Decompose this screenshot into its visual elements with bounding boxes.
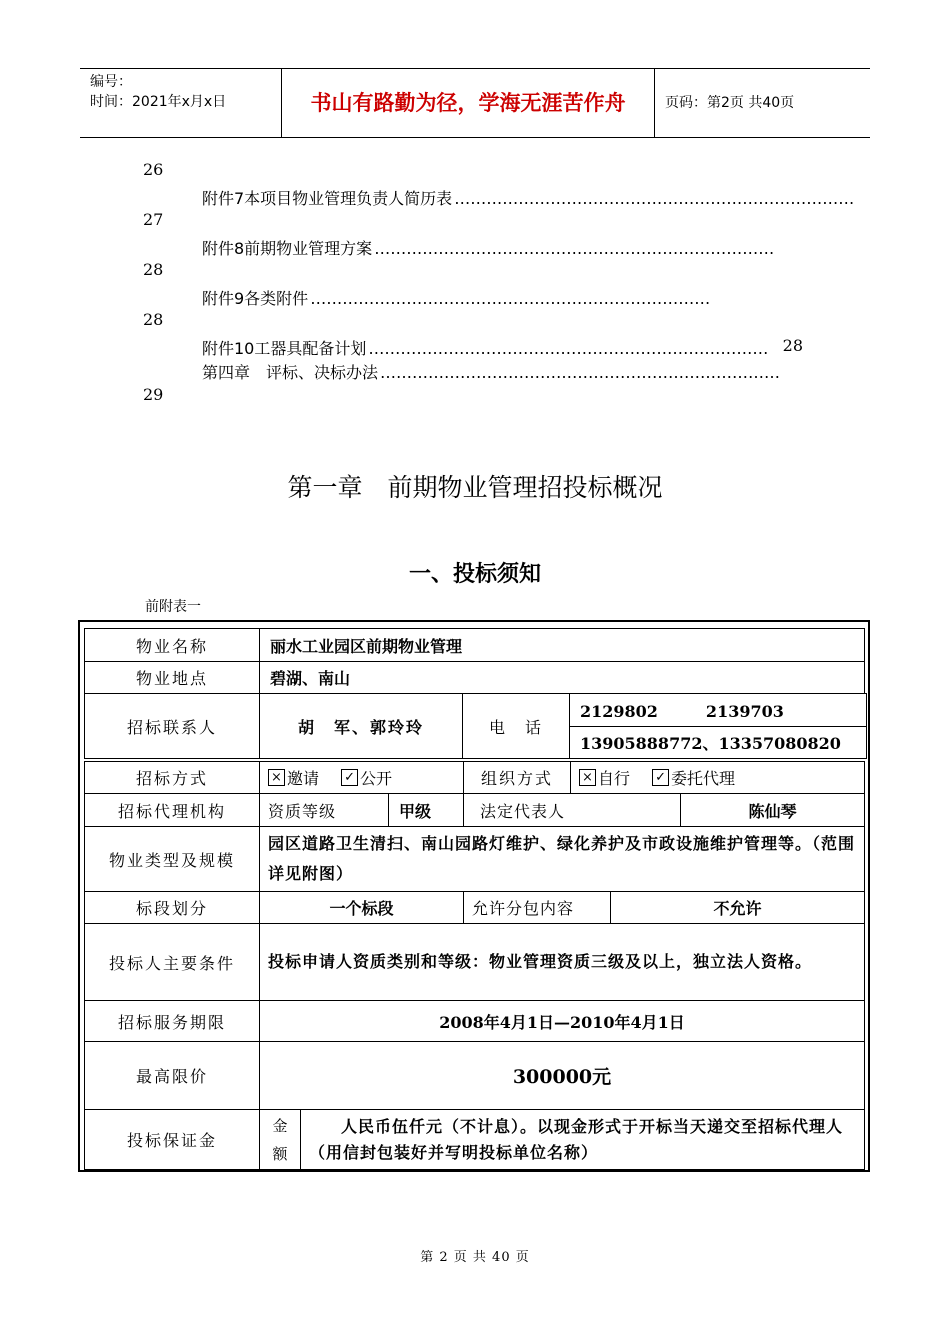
number-label: 编号： [90,74,132,90]
property-location-label: 物业地点 [84,661,260,694]
phone-label: 电 话 [462,693,570,759]
unchecked-box-icon[interactable]: × [268,769,285,786]
method-option-invite[interactable] [268,766,319,789]
tender-method-label: 招标方式 [84,761,260,794]
checked-box-icon[interactable]: ✓ [652,769,669,786]
deposit-label: 投标保证金 [84,1109,260,1170]
max-price-value: 300000元 [259,1041,865,1110]
amount-label-char-2: 额 [272,1144,288,1163]
page-footer: 第 2 页 共 40 页 [420,1250,530,1265]
agency-label: 招标代理机构 [84,793,260,827]
toc-entry-title: 附件10工器具配备计划 [202,339,367,358]
toc-entry-title: 附件7本项目物业管理负责人简历表 [202,189,453,208]
property-type-label: 物业类型及规模 [84,826,260,892]
toc-page-number: 27 [143,210,164,229]
toc-entry: 附件7本项目物业管理负责人简历表 ………………………………………………………………… [202,189,855,208]
toc-entry: 附件9各类附件 ………………………………………………………………… [202,289,711,308]
deposit-value: 人民币伍仟元（不计息）。以现金形式于开标当天递交至招标代理人（用信封包装好并写明投标单位名称） [300,1109,865,1170]
amount-label [259,1109,301,1170]
toc-page-number: 29 [143,385,164,404]
legal-rep-value: 陈仙琴 [680,793,865,827]
toc-entry: 附件8前期物业管理方案 ………………………………………………………………… [202,239,775,258]
header-meta [80,69,282,137]
method-option-public-label: 公开 [360,769,393,788]
bidder-req-value: 投标申请人资质类别和等级：物业管理资质三级及以上，独立法人资格。 [259,923,865,1001]
time-label: 时间：2021年x月x日 [90,94,227,110]
service-period-label: 招标服务期限 [84,1000,260,1042]
section-division-value: 一个标段 [259,891,464,924]
header-motto: 书山有路勤为径，学海无涯苦作舟 [282,69,655,137]
property-location-value: 碧湖、南山 [259,661,865,694]
toc-entry-title: 附件9各类附件 [202,289,309,308]
max-price-label: 最高限价 [84,1041,260,1110]
checked-box-icon[interactable]: ✓ [341,769,358,786]
legal-rep-label: 法定代表人 [463,793,681,827]
contact-label: 招标联系人 [84,693,260,759]
section-title: 一、投标须知 [408,562,541,587]
subcontract-label: 允许分包内容 [463,891,611,924]
header-page-info: 页码：第2页 共40页 [665,95,795,111]
page-header [80,68,870,138]
bidder-req-label: 投标人主要条件 [84,923,260,1001]
toc-entry-page: 28 [782,336,803,355]
org-option-self[interactable] [579,766,630,789]
toc-entry-title: 附件8前期物业管理方案 [202,239,373,258]
method-option-public[interactable] [341,766,392,789]
org-option-agent-label: 委托代理 [671,769,736,788]
unchecked-box-icon[interactable]: × [579,769,596,786]
section-division-label: 标段划分 [84,891,260,924]
toc-page-number: 28 [143,260,164,279]
toc-entry-title: 第四章 评标、决标办法 [202,363,379,382]
bid-info-table [78,620,870,1172]
property-name-label: 物业名称 [84,628,260,662]
service-period-value: 2008年4月1日—2010年4月1日 [259,1000,865,1042]
chapter-title: 第一章 前期物业管理招投标概况 [287,473,663,502]
phone-line-1: 2129802 2139703 [569,693,867,727]
toc-page-number: 26 [143,160,164,179]
qualification-value: 甲级 [388,793,464,827]
toc-entry: 第四章 评标、决标办法 ………………………………………………………………… [202,363,781,382]
phone-line-2: 13905888772、13357080820 [569,726,867,759]
property-name-value: 丽水工业园区前期物业管理 [259,628,865,662]
amount-label-char-1: 金 [272,1116,288,1135]
toc-entry: 附件10工器具配备计划 ………………………………………………………………… 28 [202,336,803,358]
method-option-invite-label: 邀请 [287,769,320,788]
tender-method-options [259,761,464,794]
org-method-label: 组织方式 [463,761,571,794]
contact-value: 胡 军、郭玲玲 [259,693,463,759]
pretable-label: 前附表一 [145,599,201,615]
org-method-options [570,761,865,794]
toc-page-number: 28 [143,310,164,329]
org-option-agent[interactable] [652,766,735,789]
property-type-value: 园区道路卫生清扫、南山园路灯维护、绿化养护及市政设施维护管理等。（范围详见附图） [259,826,865,892]
qualification-label: 资质等级 [259,793,389,827]
org-option-self-label: 自行 [598,769,631,788]
subcontract-value: 不允许 [610,891,865,924]
